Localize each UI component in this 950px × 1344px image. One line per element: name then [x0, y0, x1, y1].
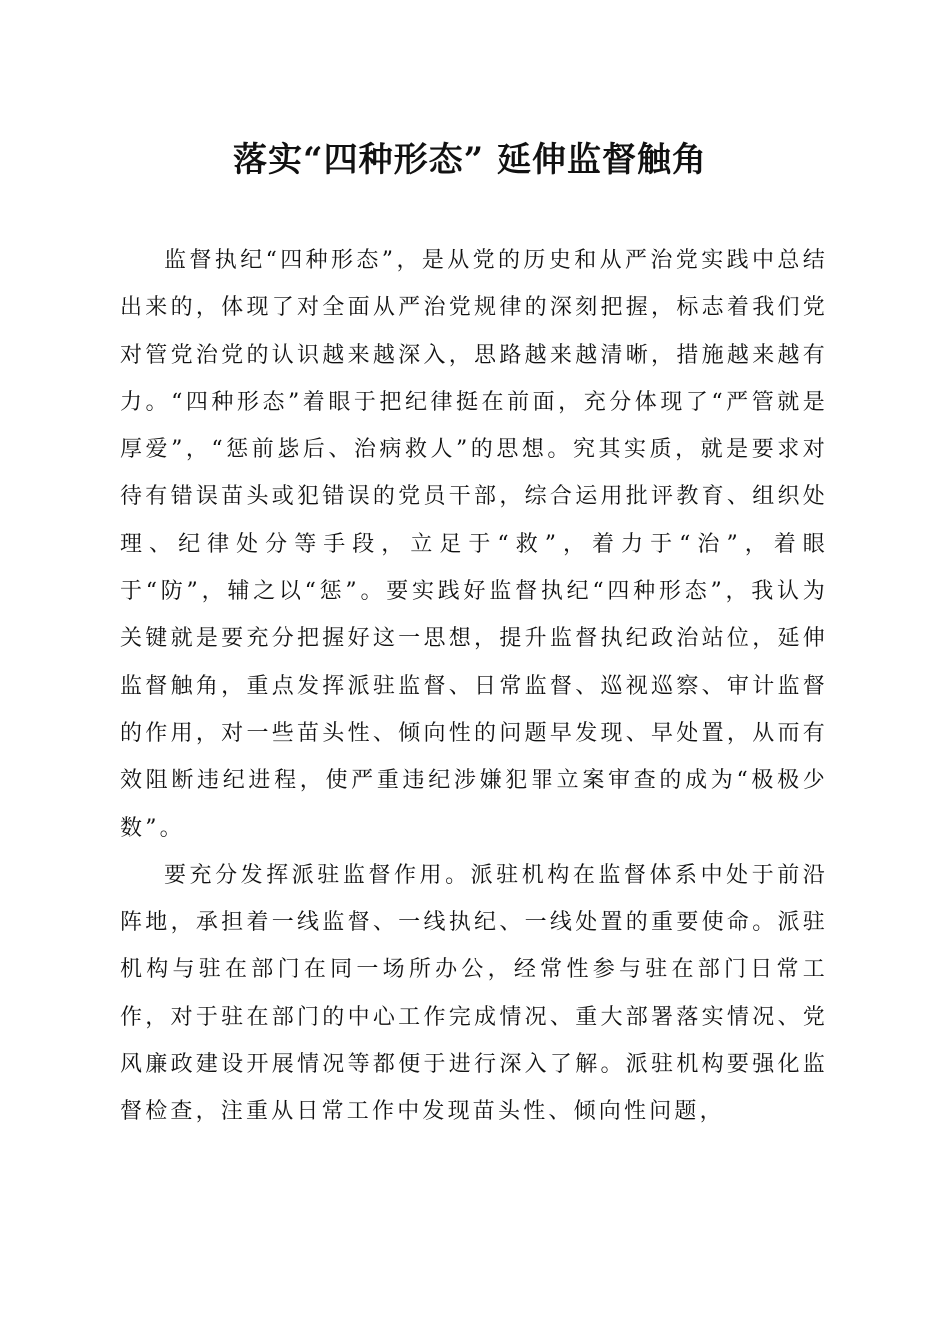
document-body: [120, 237, 828, 1136]
paragraph-1: 监督执纪“四种形态”，是从党的历史和从严治党实践中总结出来的，体现了对全面从严治党规律的深刻把握，标志着我们党对管党治党的认识越来越深入，思路越来越清晰，措施越来越有力。“四种形态”着眼于把纪律挺在前面，充分体现了“严管就是厚爱”，“惩前毖后、治病救人”的思想。究其实质，就是要求对待有错误苗头或犯错误的党员干部，综合运用批评教育、组织处理、纪律处分等手段，立足于“救”，着力于“治”，着眼于“防”，辅之以“惩”。要实践好监督执纪“四种形态”，我认为关键就是要充分把握好这一思想，提升监督执纪政治站位，延伸监督触角，重点发挥派驻监督、日常监督、巡视巡察、审计监督的作用，对一些苗头性、倾向性的问题早发现、早处置，从而有效阻断违纪进程，使严重违纪涉嫌犯罪立案审查的成为“极极少数”。: [120, 248, 828, 841]
paragraph-2: 要充分发挥派驻监督作用。派驻机构在监督体系中处于前沿阵地，承担着一线监督、一线执纪、一线处置的重要使命。派驻机构与驻在部门在同一场所办公，经常性参与驻在部门日常工作，对于驻在部门的中心工作完成情况、重大部署落实情况、党风廉政建设开展情况等都便于进行深入了解。派驻机构要强化监督检查，注重从日常工作中发现苗头性、倾向性问题，: [120, 862, 828, 1125]
document-title: 落实“四种形态” 延伸监督触角: [233, 140, 707, 180]
